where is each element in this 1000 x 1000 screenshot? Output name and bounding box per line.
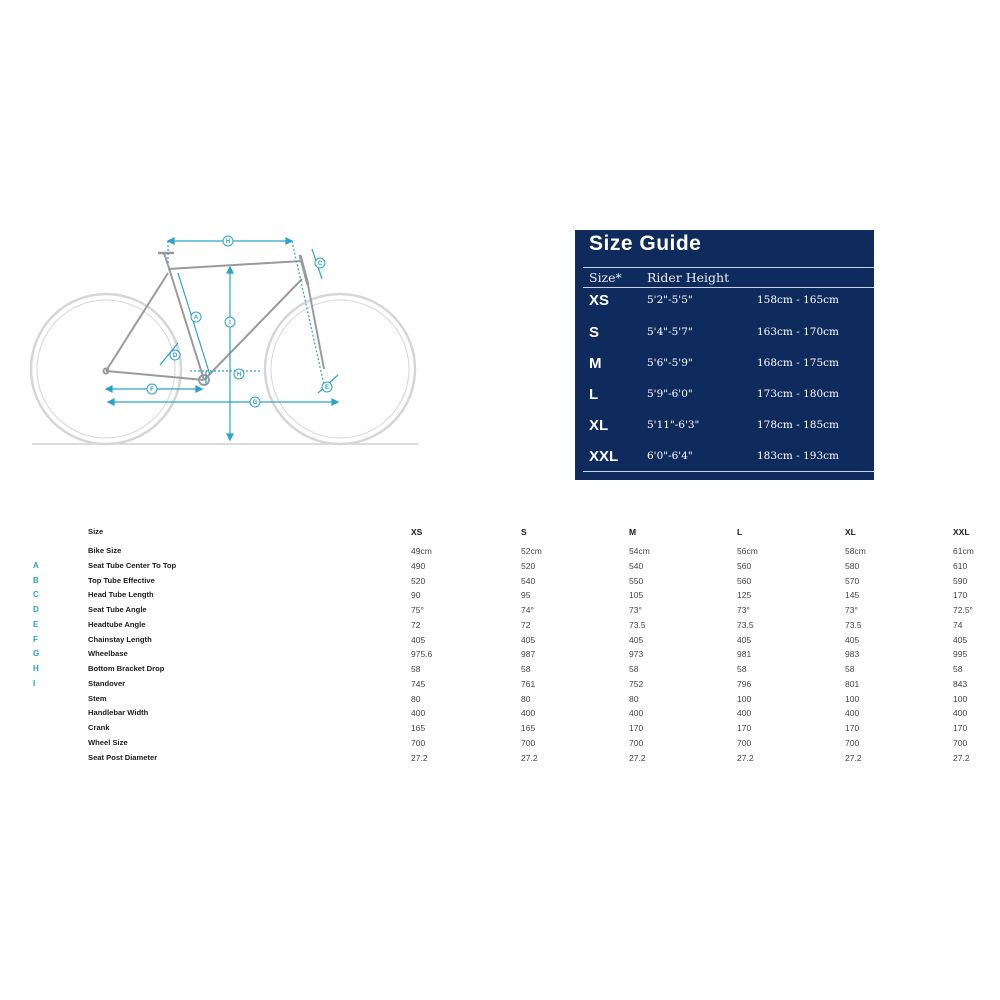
- measurement-value: 73.5: [737, 619, 754, 630]
- header-label: Size: [88, 527, 104, 536]
- divider: [583, 267, 874, 268]
- svg-text:F: F: [150, 387, 154, 394]
- measurement-value: 405: [845, 634, 860, 645]
- measurement-value: 100: [953, 693, 968, 704]
- geometry-row: [0, 708, 1000, 722]
- measurement-value: 74: [953, 619, 963, 630]
- size-guide-row: [575, 324, 874, 354]
- height-metric: 183cm - 193cm: [757, 450, 839, 462]
- measurement-label: Seat Tube Angle: [88, 605, 147, 614]
- measurement-markers: [147, 236, 332, 407]
- measurement-value: 400: [953, 708, 968, 719]
- header-size: L: [737, 527, 743, 537]
- marker-E: [322, 382, 332, 392]
- measurement-value: 27.2: [953, 752, 970, 763]
- measurement-label: Wheel Size: [88, 737, 128, 747]
- measurement-value: 100: [737, 693, 752, 704]
- measurement-letter: F: [33, 634, 38, 644]
- height-imperial: 5'11"-6'3": [647, 419, 700, 431]
- measurement-value: 52cm: [521, 546, 542, 556]
- measurement-value: 72: [521, 619, 531, 630]
- height-imperial: 5'6"-5'9": [647, 357, 693, 369]
- height-metric: 168cm - 175cm: [757, 357, 839, 369]
- measurement-value: 550: [629, 575, 644, 586]
- size-guide-row: [575, 448, 874, 478]
- height-imperial: 5'2"-5'5": [647, 294, 693, 306]
- measurement-label: Bottom Bracket Drop: [88, 664, 165, 673]
- measurement-value: 745: [411, 678, 426, 689]
- geometry-row: [0, 546, 1000, 560]
- measurement-value: 100: [845, 693, 860, 704]
- marker-G: [250, 397, 260, 407]
- measurement-value: 540: [629, 560, 644, 571]
- measurement-value: 27.2: [411, 752, 428, 763]
- measurement-value: 80: [521, 693, 531, 704]
- measurement-value: 843: [953, 678, 968, 689]
- measurement-value: 58: [953, 664, 963, 674]
- measurement-value: 58: [629, 664, 639, 674]
- geometry-row: [0, 576, 1000, 590]
- geometry-row: [0, 753, 1000, 767]
- header-size: XL: [845, 527, 856, 537]
- geometry-row: [0, 694, 1000, 708]
- measurement-value: 61cm: [953, 546, 974, 556]
- measurement-value: 56cm: [737, 546, 758, 556]
- marker-I: [225, 317, 235, 327]
- height-metric: 163cm - 170cm: [757, 326, 839, 338]
- svg-text:I: I: [229, 320, 231, 327]
- measurement-label: Stem: [88, 693, 107, 703]
- size-column-header: Size*: [589, 270, 622, 285]
- measurement-label: Headtube Angle: [88, 619, 146, 629]
- geometry-row: [0, 620, 1000, 634]
- measurement-value: 700: [845, 737, 860, 748]
- measurement-value: 27.2: [737, 752, 754, 763]
- measurement-value: 400: [737, 708, 752, 719]
- measurement-value: 520: [411, 575, 426, 586]
- svg-text:H: H: [225, 239, 231, 246]
- svg-text:H: H: [236, 372, 242, 379]
- measurement-value: 72: [411, 619, 421, 630]
- measurement-letter: B: [33, 575, 39, 585]
- measurement-value: 400: [521, 708, 536, 719]
- measurement-value: 560: [737, 560, 752, 571]
- geometry-row: [0, 635, 1000, 649]
- measurement-value: 400: [845, 708, 860, 719]
- measurement-letter: C: [33, 590, 39, 600]
- measurement-value: 975.6: [411, 649, 433, 660]
- measurement-value: 405: [953, 634, 968, 645]
- measurement-letter: H: [33, 664, 39, 673]
- measurement-value: 58: [737, 664, 747, 674]
- measurement-value: 610: [953, 560, 968, 571]
- bike-geometry-diagram: [30, 225, 420, 455]
- measurement-value: 165: [411, 723, 426, 733]
- measurement-value: 570: [845, 575, 860, 586]
- svg-text:G: G: [252, 400, 258, 407]
- header-size: XS: [411, 527, 423, 537]
- measurement-value: 983: [845, 649, 860, 660]
- height-metric: 158cm - 165cm: [757, 294, 839, 306]
- measurement-value: 405: [411, 634, 426, 645]
- height-imperial: 5'9"-6'0": [647, 388, 693, 400]
- measurement-value: 73.5: [845, 619, 862, 630]
- geometry-header-row: [0, 527, 1000, 541]
- measurement-value: 170: [845, 723, 860, 733]
- measurement-label: Seat Tube Center To Top: [88, 560, 177, 570]
- measurement-value: 560: [737, 575, 752, 586]
- measurement-value: 73°: [737, 605, 750, 615]
- measurement-value: 700: [953, 737, 968, 748]
- size-label: S: [589, 324, 600, 341]
- size-label: L: [589, 386, 599, 403]
- geometry-row: [0, 605, 1000, 619]
- measurement-value: 105: [629, 590, 644, 601]
- header-size: XXL: [953, 527, 970, 537]
- size-guide-panel: [575, 230, 874, 480]
- marker-D: [170, 350, 180, 360]
- measurement-value: 58: [845, 664, 855, 674]
- size-guide-row: [575, 292, 874, 322]
- geometry-row: [0, 664, 1000, 678]
- front-wheel: [265, 294, 415, 444]
- measurement-label: Bike Size: [88, 546, 122, 555]
- measurement-value: 27.2: [845, 752, 862, 763]
- measurement-value: 80: [629, 693, 639, 704]
- header-size: S: [521, 527, 527, 537]
- measurement-value: 170: [953, 590, 968, 601]
- measurement-value: 973: [629, 649, 644, 660]
- geometry-row: [0, 679, 1000, 693]
- measurement-label: Handlebar Width: [88, 708, 149, 718]
- measurement-label: Top Tube Effective: [88, 575, 155, 585]
- measurement-label: Wheelbase: [88, 649, 128, 659]
- measurement-value: 58cm: [845, 546, 866, 556]
- measurement-value: 73°: [845, 605, 858, 615]
- size-guide-row: [575, 417, 874, 447]
- measurement-value: 405: [521, 634, 536, 645]
- measurement-letter: A: [33, 560, 39, 570]
- measurement-letter: I: [33, 678, 36, 688]
- svg-text:E: E: [324, 385, 330, 392]
- measurement-value: 90: [411, 590, 421, 601]
- measurement-value: 80: [411, 693, 421, 704]
- measurement-value: 72.5°: [953, 605, 973, 615]
- measurement-value: 540: [521, 575, 536, 586]
- svg-text:A: A: [193, 315, 199, 322]
- geometry-row: [0, 590, 1000, 604]
- divider: [583, 471, 874, 472]
- measurement-value: 73°: [629, 605, 642, 615]
- measurement-value: 580: [845, 560, 860, 571]
- marker-F: [147, 384, 157, 394]
- measurement-value: 700: [737, 737, 752, 748]
- marker-H: [234, 369, 244, 379]
- measurement-letter: D: [33, 605, 39, 614]
- measurement-value: 752: [629, 678, 644, 689]
- divider: [583, 287, 874, 288]
- height-metric: 173cm - 180cm: [757, 388, 839, 400]
- measurement-value: 73.5: [629, 619, 646, 630]
- size-guide-row: [575, 386, 874, 416]
- measurement-value: 405: [629, 634, 644, 645]
- measurement-label: Standover: [88, 678, 126, 688]
- measurement-value: 170: [737, 723, 752, 733]
- height-metric: 178cm - 185cm: [757, 419, 839, 431]
- measurement-value: 49cm: [411, 546, 432, 556]
- geometry-row: [0, 738, 1000, 752]
- measurement-letter: E: [33, 619, 39, 629]
- measurement-value: 27.2: [521, 752, 538, 763]
- measurement-value: 796: [737, 678, 752, 689]
- size-label: XXL: [589, 448, 619, 465]
- rider-height-column-header: Rider Height: [647, 270, 730, 285]
- size-guide-row: [575, 355, 874, 385]
- geometry-row: [0, 561, 1000, 575]
- measurement-value: 700: [411, 737, 426, 748]
- measurement-value: 987: [521, 649, 536, 660]
- measurement-letter: G: [33, 649, 40, 659]
- measurement-value: 145: [845, 590, 860, 601]
- measurement-value: 995: [953, 649, 968, 660]
- size-label: XL: [589, 417, 609, 434]
- header-size: M: [629, 527, 637, 537]
- size-label: XS: [589, 292, 610, 309]
- measurement-value: 700: [629, 737, 644, 748]
- measurement-value: 400: [411, 708, 426, 719]
- height-imperial: 5'4"-5'7": [647, 326, 693, 338]
- marker-A: [191, 312, 201, 322]
- measurement-value: 590: [953, 575, 968, 586]
- measurement-label: Head Tube Length: [88, 590, 154, 600]
- measurement-label: Seat Post Diameter: [88, 752, 158, 762]
- measurement-value: 170: [953, 723, 968, 733]
- measurement-value: 75°: [411, 605, 424, 615]
- measurement-label: Chainstay Length: [88, 634, 152, 644]
- measurement-value: 761: [521, 678, 536, 689]
- geometry-row: [0, 723, 1000, 737]
- measurement-value: 165: [521, 723, 536, 733]
- measurement-value: 400: [629, 708, 644, 719]
- measurement-value: 981: [737, 649, 752, 660]
- geometry-row: [0, 649, 1000, 663]
- marker-B: [223, 236, 233, 246]
- measurement-value: 95: [521, 590, 531, 601]
- svg-text:D: D: [172, 353, 178, 360]
- measurement-value: 801: [845, 678, 860, 689]
- measurement-value: 170: [629, 723, 644, 733]
- measurement-value: 54cm: [629, 546, 650, 556]
- svg-text:C: C: [317, 261, 323, 268]
- measurement-value: 58: [521, 664, 531, 674]
- size-label: M: [589, 355, 602, 372]
- measurement-value: 405: [737, 634, 752, 645]
- measurement-value: 74°: [521, 605, 534, 615]
- measurement-label: Crank: [88, 723, 110, 732]
- size-guide-title: Size Guide: [589, 232, 702, 255]
- marker-C: [315, 258, 325, 268]
- height-imperial: 6'0"-6'4": [647, 450, 693, 462]
- measurement-value: 125: [737, 590, 752, 601]
- measurement-value: 490: [411, 560, 426, 571]
- measurement-value: 520: [521, 560, 536, 571]
- measurement-value: 58: [411, 664, 421, 674]
- measurement-value: 27.2: [629, 752, 646, 763]
- bike-frame: [104, 253, 325, 385]
- measurement-value: 700: [521, 737, 536, 748]
